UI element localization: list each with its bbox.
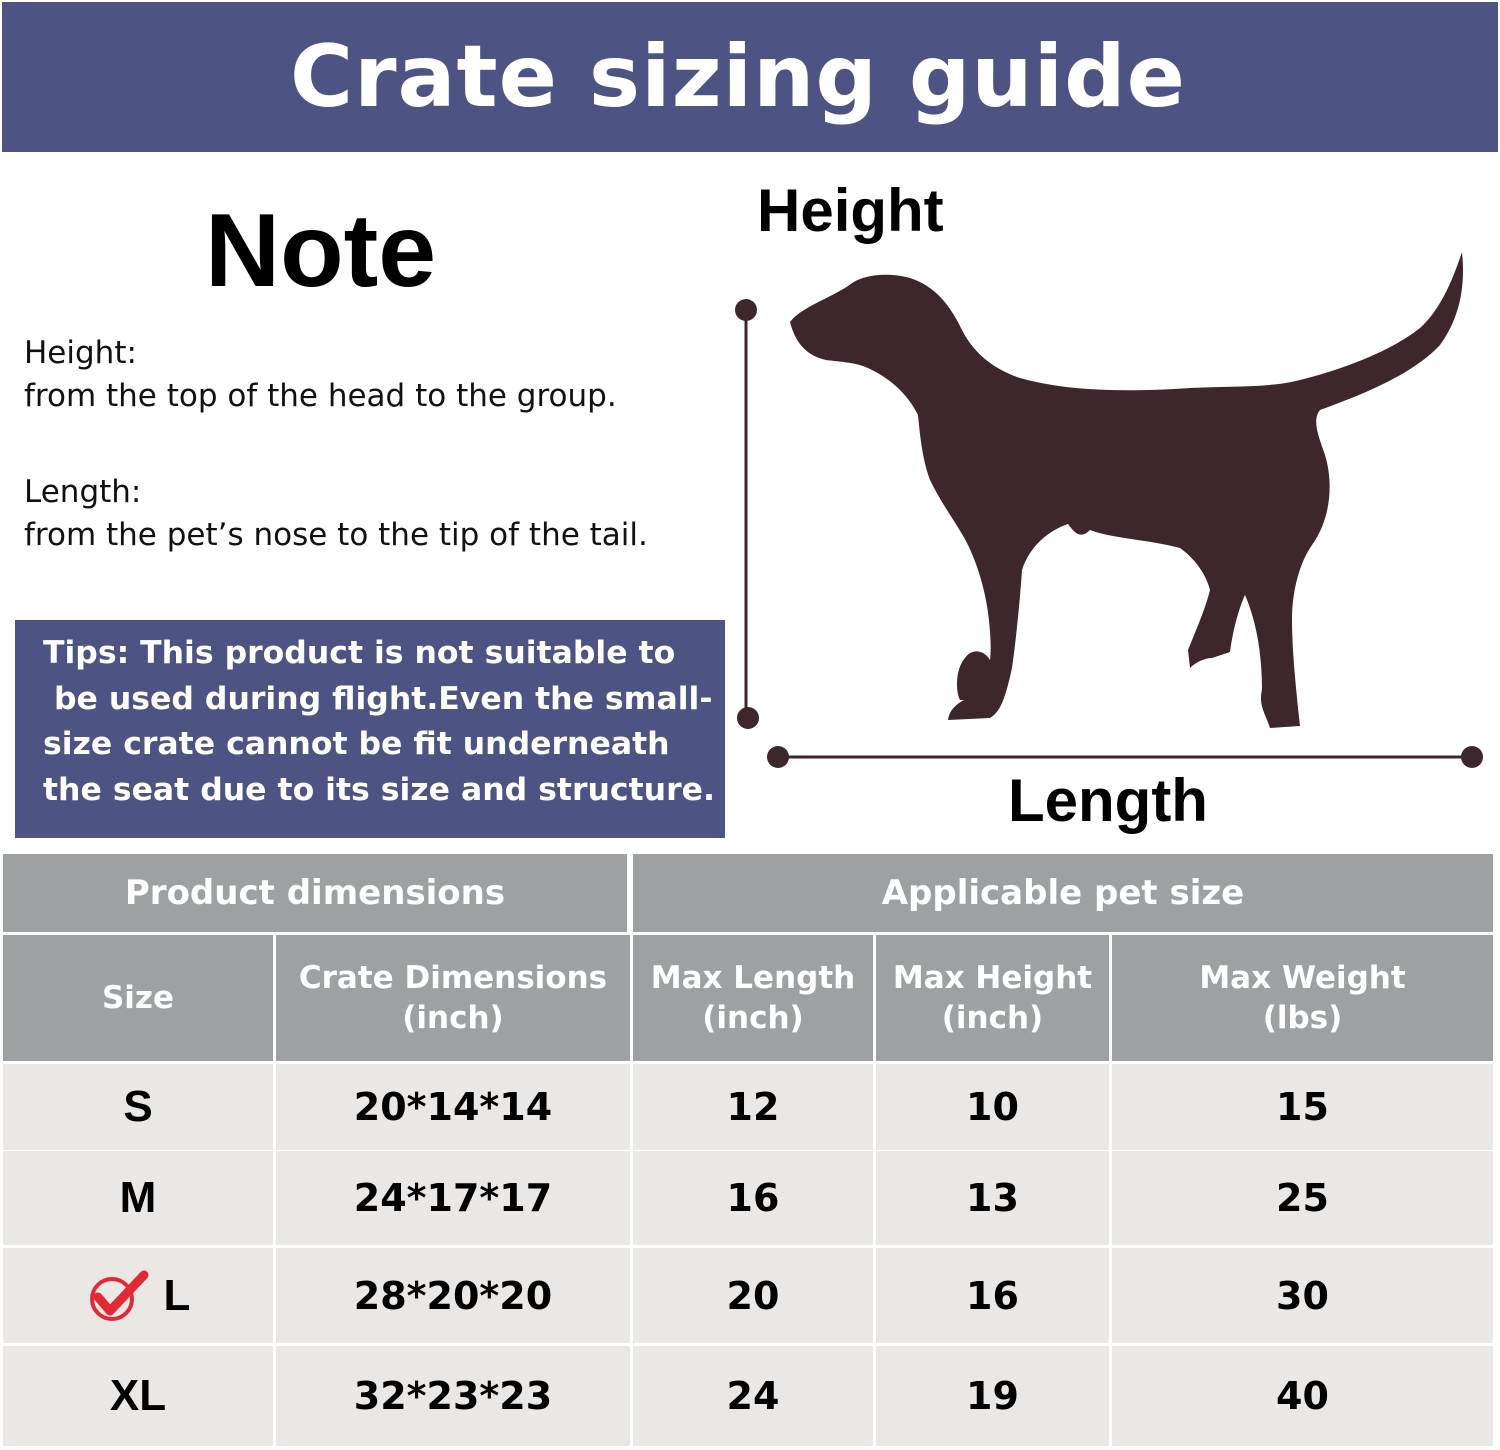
length-measure-line <box>767 746 1483 768</box>
table-cell-value: 12 <box>726 1085 780 1129</box>
table-cell-value: 25 <box>1276 1176 1329 1220</box>
col-header-line: Max Height <box>892 960 1093 996</box>
table-cell-value: 10 <box>966 1085 1019 1129</box>
dog-measurement-diagram <box>730 240 1500 780</box>
group-header-label: Applicable pet size <box>881 873 1245 913</box>
table-cell-max_weight <box>1112 1248 1493 1343</box>
col-header-line: Size <box>101 980 175 1016</box>
table-cell-size <box>3 1346 273 1446</box>
table-cell-size <box>3 1064 273 1150</box>
table-cell-value: 19 <box>966 1374 1019 1418</box>
table-cell-value: M <box>119 1173 157 1222</box>
tips-line: size crate cannot be fit underneath <box>43 726 670 762</box>
table-cell-max_height <box>876 1064 1109 1150</box>
table-cell-value: 20*14*14 <box>353 1085 553 1129</box>
dog-silhouette-icon <box>790 252 1463 728</box>
group-header-product-dimensions <box>3 854 627 932</box>
length-definition <box>24 471 648 557</box>
col-header-crate-dimensions <box>276 935 630 1061</box>
table-cell-max_height <box>876 1346 1109 1446</box>
size-table <box>3 854 1493 1448</box>
header-banner <box>2 2 1498 152</box>
height-definition <box>24 332 617 418</box>
table-cell-max_length <box>633 1151 873 1245</box>
tips-line: Tips: This product is not suitable to <box>43 635 676 671</box>
table-cell-max_length <box>633 1346 873 1446</box>
col-header-line: Max Weight <box>1199 960 1406 996</box>
length-definition-label: Length: <box>24 474 142 510</box>
table-cell-value: 32*23*23 <box>353 1374 553 1418</box>
height-definition-text: from the top of the head to the group. <box>24 378 617 414</box>
col-header-line: Crate Dimensions <box>298 960 608 996</box>
table-cell-max_weight <box>1112 1346 1493 1446</box>
col-header-max-weight <box>1112 935 1493 1061</box>
table-cell-value: 40 <box>1276 1374 1329 1418</box>
length-definition-text: from the pet’s nose to the tip of the tail. <box>24 517 648 553</box>
height-measure-line <box>735 299 759 729</box>
table-cell-value: 13 <box>966 1176 1019 1220</box>
red-checkmark-circle-icon <box>86 1269 150 1323</box>
table-cell-size <box>3 1151 273 1245</box>
table-cell-value: XL <box>109 1371 167 1420</box>
table-cell-value: 24 <box>726 1374 780 1418</box>
table-cell-value: 20 <box>726 1273 780 1318</box>
group-header-label: Product dimensions <box>124 873 506 913</box>
table-cell-value: 16 <box>966 1273 1019 1318</box>
table-cell-max_length <box>633 1248 873 1343</box>
table-cell-value: 24*17*17 <box>353 1176 553 1220</box>
table-cell-crate <box>276 1151 630 1245</box>
table-cell-value: 16 <box>726 1176 780 1220</box>
table-cell-value: 30 <box>1276 1273 1329 1318</box>
col-header-line: (inch) <box>402 1000 504 1036</box>
table-cell-value: S <box>123 1082 153 1131</box>
col-header-line: (lbs) <box>1262 1000 1343 1036</box>
height-definition-label: Height: <box>24 335 137 371</box>
page-title: Crate sizing guide <box>289 27 1186 127</box>
table-cell-max_weight <box>1112 1151 1493 1245</box>
col-header-max-length <box>633 935 873 1061</box>
table-cell-max_height <box>876 1151 1109 1245</box>
group-header-applicable-pet-size <box>633 854 1493 932</box>
diagram-length-label: Length <box>1008 767 1208 834</box>
col-header-line: Max Length <box>650 960 856 996</box>
table-cell-crate <box>276 1064 630 1150</box>
tips-line: be used during flight.Even the small- <box>43 680 713 717</box>
table-cell-crate <box>276 1248 630 1343</box>
table-cell-max_weight <box>1112 1064 1493 1150</box>
table-cell-value: 28*20*20 <box>353 1273 553 1318</box>
tips-line: the seat due to its size and structure. <box>43 771 715 808</box>
col-header-line: (inch) <box>702 1000 804 1036</box>
col-header-size <box>3 935 273 1061</box>
table-cell-value: 15 <box>1276 1085 1329 1129</box>
table-cell-max_height <box>876 1248 1109 1343</box>
table-cell-value: L <box>163 1270 191 1320</box>
tips-box <box>15 620 725 838</box>
table-cell-size <box>3 1248 273 1343</box>
note-title: Note <box>205 193 437 309</box>
table-cell-crate <box>276 1346 630 1446</box>
diagram-height-label: Height <box>757 177 944 244</box>
table-cell-max_length <box>633 1064 873 1150</box>
col-header-line: (inch) <box>941 1000 1044 1036</box>
col-header-max-height <box>876 935 1109 1061</box>
